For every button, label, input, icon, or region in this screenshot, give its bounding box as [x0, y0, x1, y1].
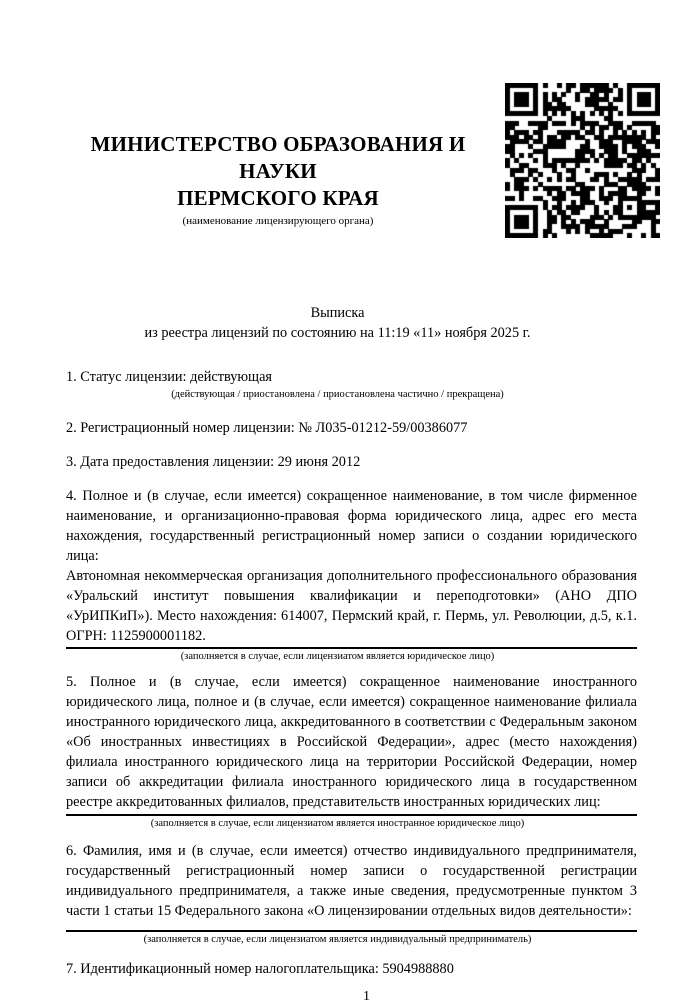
ministry-name [66, 131, 490, 212]
section-legal-entity [66, 486, 637, 664]
section-foreign-entity [66, 672, 637, 831]
fill-line [66, 647, 637, 649]
section-grant-date [66, 452, 637, 472]
section-individual-entrepreneur [66, 841, 637, 947]
legal-entity-question: 4. Полное и (в случае, если имеется) сокращенное наименование, в том числе фирменное наименование, и организационно-правовая форма юридического лица, адрес его места нахождения, государственный регистрационный номер записи о создании юридического лица: [66, 488, 637, 564]
page-number: 1 [363, 989, 370, 1004]
fill-line [66, 930, 637, 932]
foreign-entity-question: 5. Полное и (в случае, если имеется) сокращенное наименование иностранного юридического лица, полное и (в случае, если имеется) сокращенное наименование филиала иностранного юридического лица, аккредитованного в соответствии с Федеральным законом «Об иностранных инвестициях в Российской Федерации», адрес (место нахождения) филиала иностранного юридического лица на территории Российской Федерации, номер записи об аккредитации филиала иностранного юридического лица в государственном реестре аккредитованных филиалов, представительств иностранных юридических лиц: [66, 674, 637, 810]
individual-entrepreneur-question: 6. Фамилия, имя и (в случае, если имеется) отчество индивидуального предпринимателя, государственный регистрационный номер записи о государственной регистрации индивидуального предпринимателя, а также иные сведения, предусмотренные пунктом 3 части 1 статьи 15 Федерального закона «О лицензировании отдельных видов деятельности»: [66, 843, 637, 919]
fill-line [66, 814, 637, 816]
section-license-status [66, 367, 637, 402]
ministry-name-line1: МИНИСТЕРСТВО ОБРАЗОВАНИЯ И НАУКИ [90, 132, 466, 183]
doc-title-line1: Выписка [310, 305, 365, 321]
ministry-name-line2: ПЕРМСКОГО КРАЯ [177, 186, 379, 210]
foreign-entity-caption: (заполняется в случае, если лицензиатом является иностранное юридическое лицо) [150, 818, 525, 829]
legal-entity-answer: Автономная некоммерческая организация дополнительного профессионального образования «Уральский институт повышения квалификации и переподготовки» (АНО ДПО «УрИПКиП»). Место нахождения: 614007, Пермский край, г. Пермь, ул. Революции, д.5, к.1. ОГРН: 1125900001182. [66, 568, 637, 644]
document-body [66, 303, 637, 1007]
document-title [66, 303, 637, 343]
ministry-caption: (наименование лицензирующего органа) [182, 215, 374, 227]
legal-entity-caption: (заполняется в случае, если лицензиатом является юридическое лицо) [180, 651, 495, 662]
qr-code [505, 83, 660, 238]
registration-number-line: 2. Регистрационный номер лицензии: № Л035-01212-59/00386077 [66, 420, 468, 436]
license-status-line: 1. Статус лицензии: действующая [66, 369, 272, 385]
doc-title-line2: из реестра лицензий по состоянию на 11:19 «11» ноября 2025 г. [144, 325, 531, 341]
section-registration-number [66, 418, 637, 438]
individual-entrepreneur-caption: (заполняется в случае, если лицензиатом является индивидуальный предприниматель) [143, 934, 532, 945]
status-options-caption: (действующая / приостановлена / приостановлена частично / прекращена) [171, 389, 504, 400]
grant-date-line: 3. Дата предоставления лицензии: 29 июня 2012 [66, 454, 361, 470]
section-taxpayer-number [66, 959, 637, 979]
taxpayer-number-line: 7. Идентификационный номер налогоплательщика: 5904988880 [66, 961, 454, 977]
licensing-authority-header [66, 131, 490, 228]
